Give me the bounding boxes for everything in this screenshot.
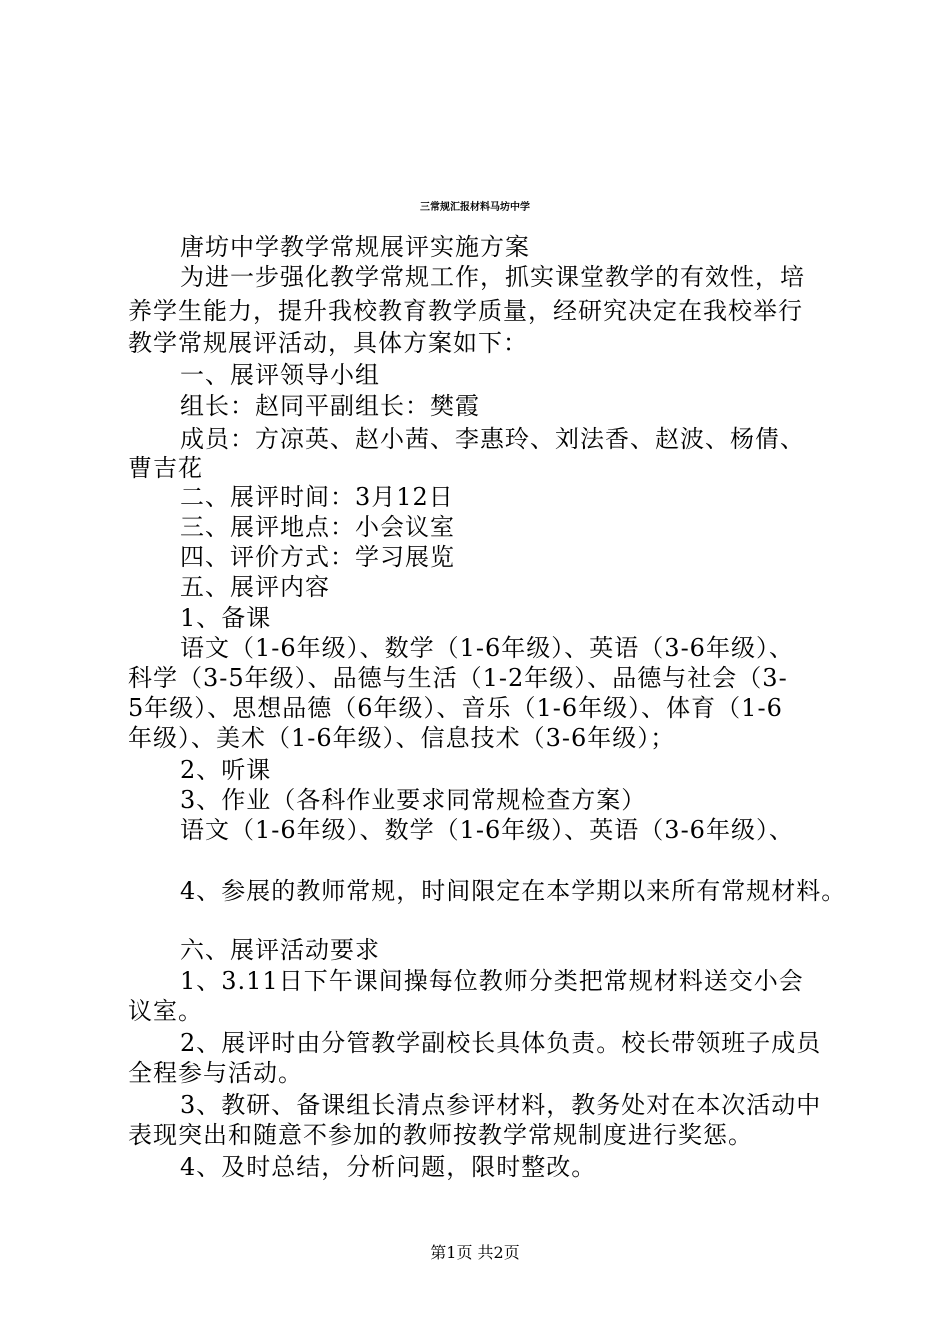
doc-line: 组长：赵同平副组长：樊霞 xyxy=(180,392,480,420)
doc-line: 三、展评地点：小会议室 xyxy=(180,513,455,541)
page-footer: 第1页 共2页 xyxy=(430,1243,520,1262)
doc-line: 2、听课 xyxy=(180,756,272,784)
doc-line: 3、教研、备课组长清点参评材料，教务处对在本次活动中 xyxy=(180,1091,822,1119)
doc-line: 曹吉花 xyxy=(128,454,203,482)
doc-line: 表现突出和随意不参加的教师按教学常规制度进行奖惩。 xyxy=(128,1121,753,1149)
doc-line: 为进一步强化教学常规工作，抓实课堂教学的有效性，培 xyxy=(180,263,805,291)
doc-line: 科学（3-5年级）、品德与生活（1-2年级）、品德与社会（3- xyxy=(128,664,788,692)
page-title: 三常规汇报材料马坊中学 xyxy=(420,202,530,213)
doc-line: 二、展评时间：3月12日 xyxy=(180,483,454,511)
doc-line: 五、展评内容 xyxy=(180,573,330,601)
doc-line: 3、作业（各科作业要求同常规检查方案） xyxy=(180,786,647,814)
doc-line: 语文（1-6年级）、数学（1-6年级）、英语（3-6年级）、 xyxy=(180,816,794,844)
doc-line: 养学生能力，提升我校教育教学质量，经研究决定在我校举行 xyxy=(128,297,803,325)
doc-line: 一、展评领导小组 xyxy=(180,361,380,389)
doc-line: 成员：方凉英、赵小茜、李惠玲、刘法香、赵波、杨倩、 xyxy=(180,425,805,453)
doc-line: 4、及时总结，分析问题，限时整改。 xyxy=(180,1153,597,1181)
doc-line: 全程参与活动。 xyxy=(128,1059,303,1087)
doc-line: 六、展评活动要求 xyxy=(180,936,380,964)
doc-line: 教学常规展评活动，具体方案如下： xyxy=(128,329,528,357)
doc-line: 语文（1-6年级）、数学（1-6年级）、英语（3-6年级）、 xyxy=(180,634,794,662)
doc-line: 1、3.11日下午课间操每位教师分类把常规材料送交小会 xyxy=(180,967,804,995)
doc-line: 2、展评时由分管教学副校长具体负责。校长带领班子成员 xyxy=(180,1029,822,1057)
doc-line: 1、备课 xyxy=(180,604,272,632)
doc-line: 议室。 xyxy=(128,997,203,1025)
doc-line: 5年级）、思想品德（6年级）、音乐（1-6年级）、体育（1-6 xyxy=(128,694,783,722)
doc-line: 唐坊中学教学常规展评实施方案 xyxy=(180,233,530,261)
doc-line: 4、参展的教师常规，时间限定在本学期以来所有常规材料。 xyxy=(180,877,847,905)
doc-line: 四、评价方式：学习展览 xyxy=(180,543,455,571)
doc-line: 年级）、美术（1-6年级）、信息技术（3-6年级）； xyxy=(128,724,676,752)
